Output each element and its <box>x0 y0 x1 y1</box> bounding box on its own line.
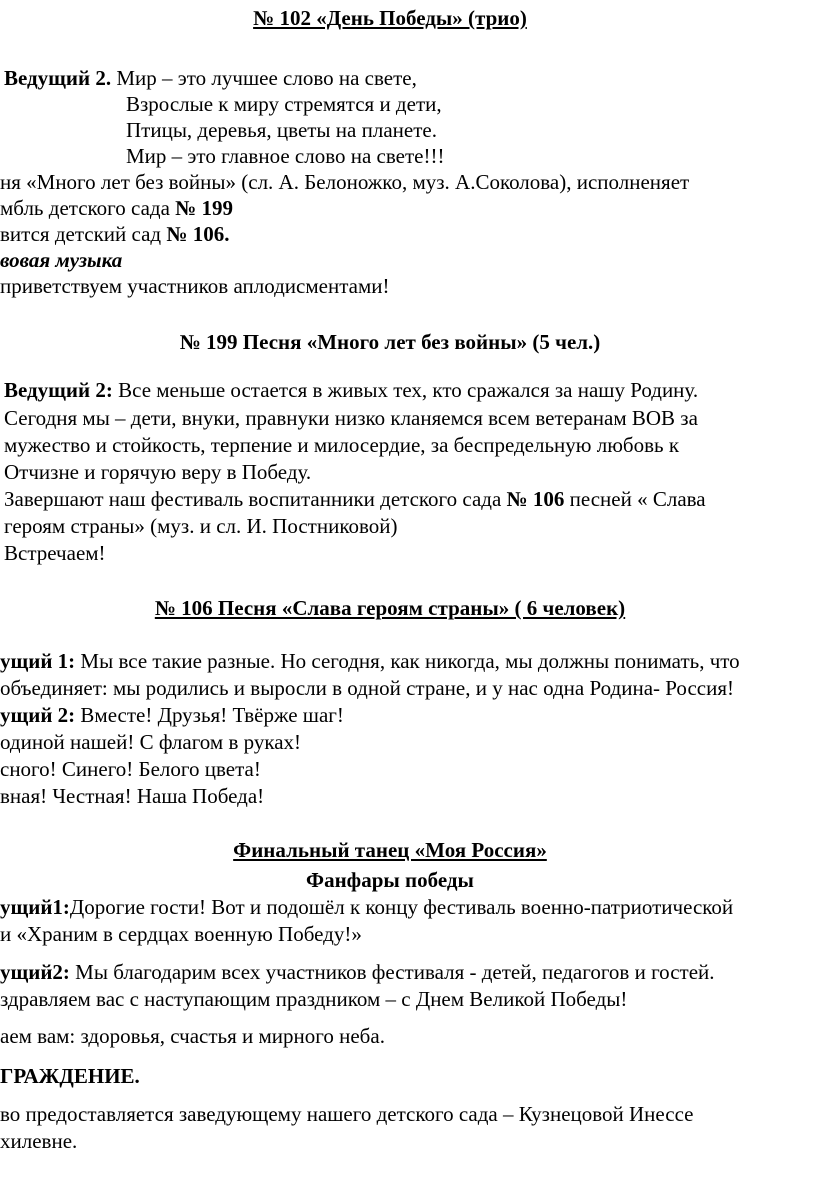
speaker-label: ущий1: <box>0 895 70 919</box>
host2-line <box>0 959 715 985</box>
kindergarten-number: № 199 <box>175 196 234 220</box>
speech-line: во предоставляется заведующему нашего детского сада – Кузнецовой Инессе <box>0 1102 694 1126</box>
host1-line <box>0 648 740 674</box>
speech-text: Завершают наш фестиваль воспитанники детского сада <box>4 487 507 511</box>
section-subtitle-fanfare: Фанфары победы <box>306 868 474 892</box>
speech-text: Мы все такие разные. Но сегодня, как никогда, мы должны понимать, что <box>75 649 740 673</box>
section-title-106: № 106 Песня «Слава героям страны» ( 6 человек) <box>154 596 626 620</box>
host2-line <box>4 377 698 403</box>
speech-line: Сегодня мы – дети, внуки, правнуки низко кланяемся всем ветеранам ВОВ за <box>4 406 698 430</box>
poem-line: Мир – это главное слово на свете!!! <box>126 144 445 168</box>
announce-line <box>0 195 233 221</box>
music-note: вовая музыка <box>0 248 123 272</box>
host1-line <box>0 894 733 920</box>
announce-line <box>0 221 229 247</box>
speech-line: героям страны» (муз. и сл. И. Постниковой) <box>4 514 398 538</box>
speech-line <box>4 486 706 512</box>
section-title-199: № 199 Песня «Много лет без войны» (5 чел.) <box>179 330 601 354</box>
speech-line: хилевне. <box>0 1129 78 1153</box>
speech-text: Все меньше остается в живых тех, кто сражался за нашу Родину. <box>112 378 699 402</box>
speech-line: и «Храним в сердцах военную Победу!» <box>0 922 362 946</box>
speech-text: Вместе! Друзья! Твёрже шаг! <box>75 703 344 727</box>
announce-line: ня «Много лет без войны» (сл. А. Белоножко, муз. А.Соколова), исполненяет <box>0 170 690 194</box>
speaker-label: ущий 1: <box>0 649 76 673</box>
award-heading: ГРАЖДЕНИЕ. <box>0 1064 140 1088</box>
speech-text: Дорогие гости! Вот и подошёл к концу фестиваль военно-патриотической <box>69 895 734 919</box>
speech-line: здравляем вас с наступающим праздником – с Днем Великой Победы! <box>0 987 628 1011</box>
host2-line <box>4 65 417 91</box>
announce-text: вится детский сад <box>0 222 167 246</box>
kindergarten-number: № 106 <box>506 487 565 511</box>
speech-line: одиной нашей! С флагом в руках! <box>0 730 302 754</box>
host2-line <box>0 702 344 728</box>
speech-text: песней « Слава <box>564 487 706 511</box>
speech-line: мужество и стойкость, терпение и милосердие, за беспредельную любовь к <box>4 433 680 457</box>
speaker-label: Ведущий 2. <box>4 66 112 90</box>
speaker-label: Ведущий 2: <box>4 378 113 402</box>
section-title-102: № 102 «День Победы» (трио) <box>253 6 527 30</box>
speech-text: Мы благодарим всех участников фестиваля - детей, педагогов и гостей. <box>69 960 715 984</box>
announce-text: мбль детского сада <box>0 196 176 220</box>
kindergarten-number: № 106. <box>166 222 230 246</box>
speech-line: объединяет: мы родились и выросли в одной стране, и у нас одна Родина- Россия! <box>0 676 734 700</box>
poem-line: Мир – это лучшее слово на свете, <box>111 66 417 90</box>
speech-line: Встречаем! <box>4 541 106 565</box>
speaker-label: ущий 2: <box>0 703 76 727</box>
poem-line: Птицы, деревья, цветы на планете. <box>126 118 437 142</box>
applause-line: приветствуем участников аплодисментами! <box>0 274 390 298</box>
speech-line: вная! Честная! Наша Победа! <box>0 784 265 808</box>
speech-line: аем вам: здоровья, счастья и мирного неба. <box>0 1024 385 1048</box>
poem-line: Взрослые к миру стремятся и дети, <box>126 92 442 116</box>
section-title-final-dance: Финальный танец «Моя Россия» <box>233 838 547 862</box>
speech-line: сного! Синего! Белого цвета! <box>0 757 261 781</box>
speaker-label: ущий2: <box>0 960 70 984</box>
speech-line: Отчизне и горячую веру в Победу. <box>4 460 312 484</box>
